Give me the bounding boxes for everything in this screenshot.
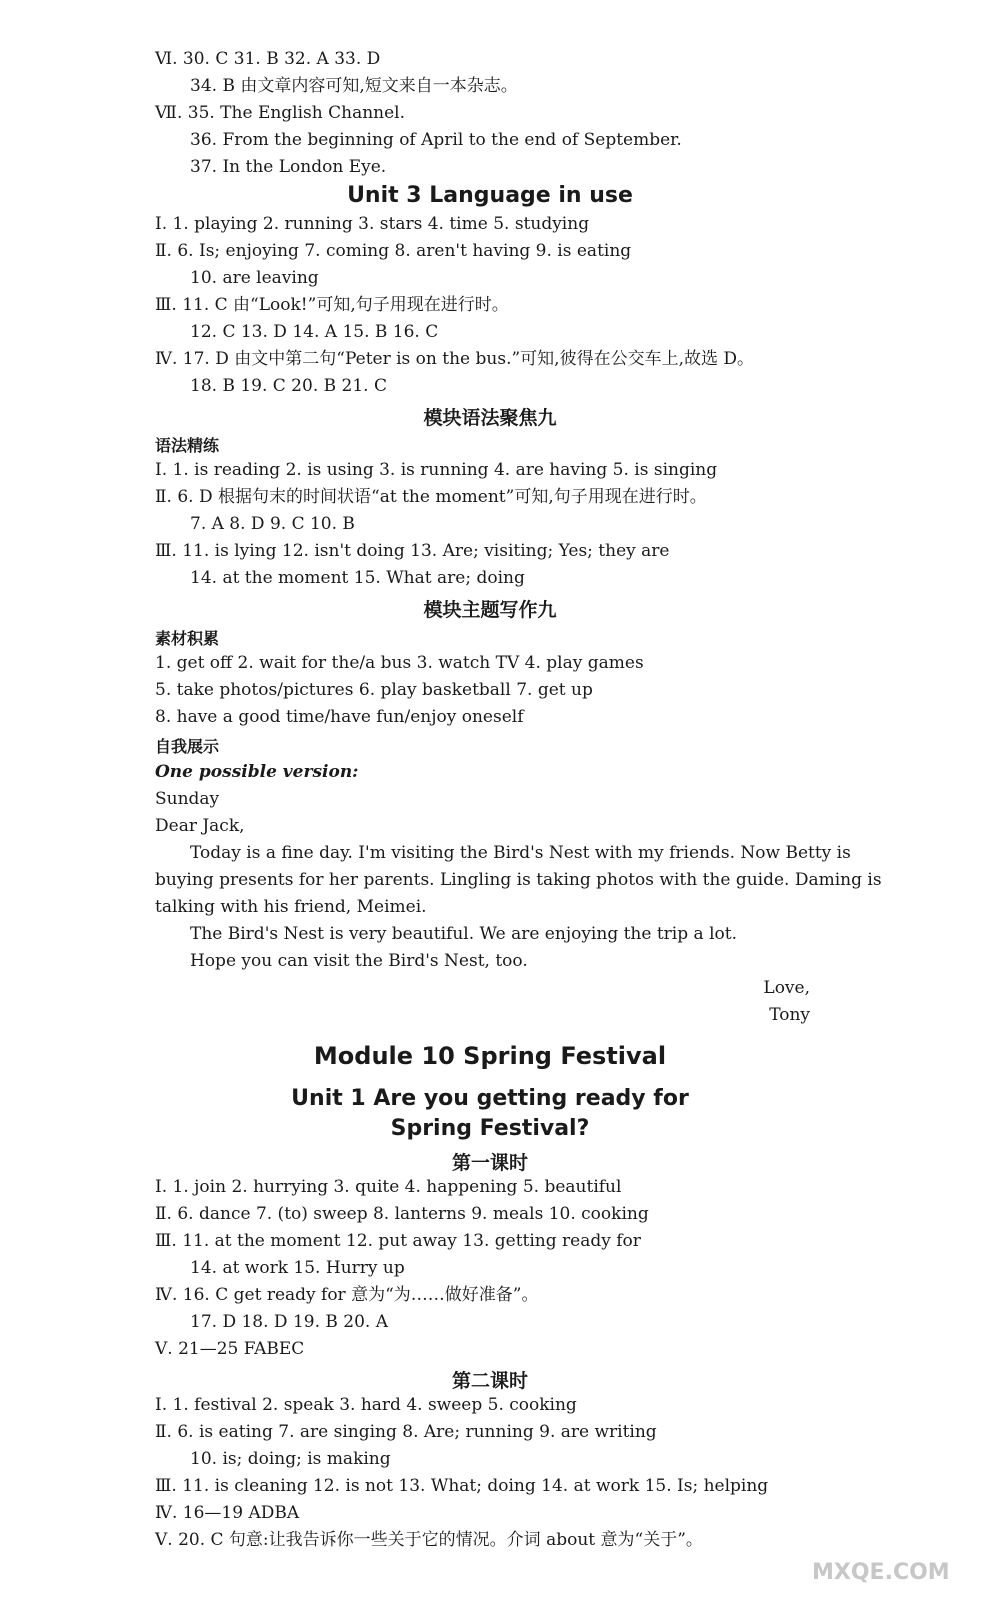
answer-line: Ⅳ. 17. D 由文中第二句“Peter is on the bus.”可知,彼得在公交车上,故选 D。 [155,349,755,369]
unit-1-heading-line1: Unit 1 Are you getting ready for [291,1086,689,1111]
answer-line: Ⅰ. 1. playing 2. running 3. stars 4. time 5. studying [155,214,590,234]
unit-3-heading: Unit 3 Language in use [347,183,633,208]
version-label: One possible version: [155,762,359,782]
answer-line: Ⅶ. 35. The English Channel. [155,103,406,123]
answer-line: Ⅱ. 6. is eating 7. are singing 8. Are; running 9. are writing [155,1422,657,1442]
letter-line: buying presents for her parents. Lingling is taking photos with the guide. Daming is [155,870,882,890]
letter-line: Today is a fine day. I'm visiting the Bird's Nest with my friends. Now Betty is [190,843,851,863]
answer-line: Ⅲ. 11. is cleaning 12. is not 13. What; doing 14. at work 15. Is; helping [155,1476,769,1496]
answer-line: Ⅱ. 6. Is; enjoying 7. coming 8. aren't having 9. is eating [155,241,632,261]
answer-line: 14. at work 15. Hurry up [190,1258,405,1278]
answer-line: 7. A 8. D 9. C 10. B [190,514,355,534]
answer-line: 14. at the moment 15. What are; doing [190,568,525,588]
material-label: 素材积累 [155,629,220,648]
answer-line: Ⅰ. 1. join 2. hurrying 3. quite 4. happening 5. beautiful [155,1177,622,1197]
answer-line: 12. C 13. D 14. A 15. B 16. C [190,322,439,342]
answer-line: Ⅴ. 21—25 FABEC [155,1339,305,1359]
answer-line: 10. is; doing; is making [190,1449,391,1469]
letter-line: Hope you can visit the Bird's Nest, too. [190,951,528,971]
answer-line: Ⅳ. 16. C get ready for 意为“为……做好准备”。 [155,1285,539,1305]
answer-line: 37. In the London Eye. [190,157,387,177]
writing-heading: 模块主题写作九 [423,599,557,621]
answer-line: Ⅲ. 11. is lying 12. isn't doing 13. Are; visiting; Yes; they are [155,541,670,561]
answer-line: Ⅲ. 11. C 由“Look!”可知,句子用现在进行时。 [155,295,509,315]
answer-line: 36. From the beginning of April to the end of September. [190,130,682,150]
letter-signature: Tony [769,1005,810,1025]
answer-line: 10. are leaving [190,268,319,288]
lesson-1-heading: 第一课时 [451,1152,528,1174]
answer-line: 17. D 18. D 19. B 20. A [190,1312,388,1332]
answer-line: Ⅲ. 11. at the moment 12. put away 13. getting ready for [155,1231,641,1251]
answer-line: Ⅴ. 20. C 句意:让我告诉你一些关于它的情况。介词 about 意为“关于”。 [155,1530,703,1550]
letter-greeting: Dear Jack, [155,816,245,836]
answer-line: 1. get off 2. wait for the/a bus 3. watch TV 4. play games [155,653,644,673]
answer-line: Ⅰ. 1. is reading 2. is using 3. is running 4. are having 5. is singing [155,460,718,480]
self-show-label: 自我展示 [155,737,220,756]
answer-line: Ⅰ. 1. festival 2. speak 3. hard 4. sweep 5. cooking [155,1395,577,1415]
answer-line: 34. B 由文章内容可知,短文来自一本杂志。 [190,76,518,96]
answer-line: 8. have a good time/have fun/enjoy oneself [155,707,524,727]
module-10-heading: Module 10 Spring Festival [313,1042,667,1070]
grammar-heading: 模块语法聚焦九 [423,407,557,429]
letter-line: talking with his friend, Meimei. [155,897,427,917]
answer-line: 18. B 19. C 20. B 21. C [190,376,387,396]
lesson-2-heading: 第二课时 [451,1370,528,1392]
answer-line: 5. take photos/pictures 6. play basketball 7. get up [155,680,593,700]
letter-date: Sunday [155,789,220,809]
answer-line: Ⅱ. 6. D 根据句末的时间状语“at the moment”可知,句子用现在进行时。 [155,487,707,507]
grammar-practice-label: 语法精练 [155,436,220,455]
unit-1-heading-line2: Spring Festival? [390,1116,590,1141]
letter-closing: Love, [763,978,810,998]
watermark-logo: MXQE.COM [812,1560,950,1585]
answer-line: Ⅵ. 30. C 31. B 32. A 33. D [155,49,381,69]
letter-line: The Bird's Nest is very beautiful. We are enjoying the trip a lot. [190,924,737,944]
answer-line: Ⅳ. 16—19 ADBA [155,1503,300,1523]
answer-line: Ⅱ. 6. dance 7. (to) sweep 8. lanterns 9. meals 10. cooking [155,1204,649,1224]
